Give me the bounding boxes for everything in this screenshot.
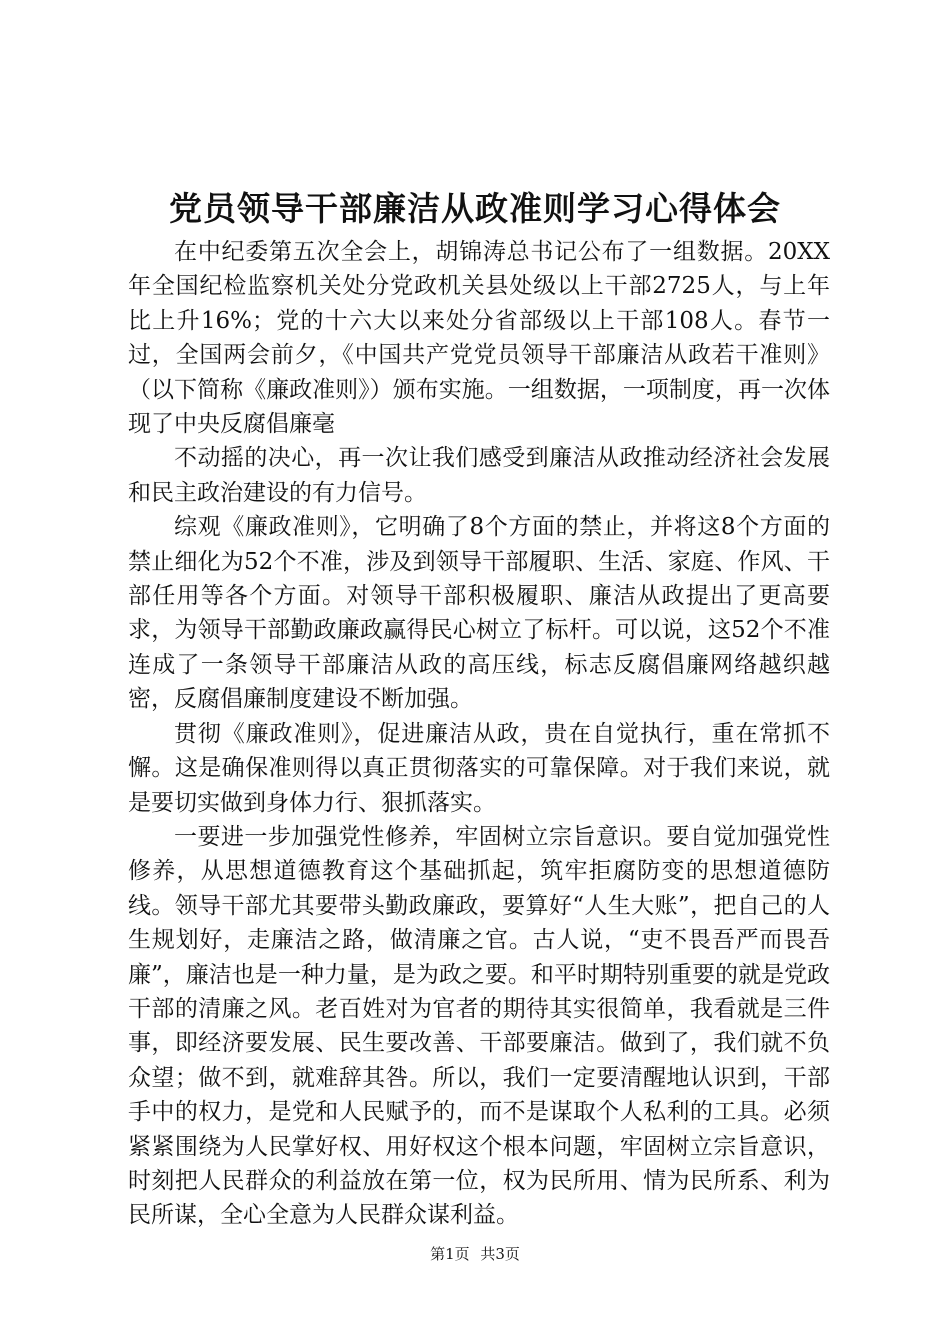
page-footer xyxy=(0,1244,950,1264)
page-number-total: 共3页 xyxy=(480,1245,520,1263)
document-title: 党员领导干部廉洁从政准则学习心得体会 xyxy=(169,189,781,228)
paragraph: 综观《廉政准则》，它明确了8个方面的禁止，并将这8个方面的禁止细化为52个不准，涉及到领导干部履职、生活、家庭、作风、干部任用等各个方面。对领导干部积极履职、廉洁从政提出了更高要求，为领导干部勤政廉政赢得民心树立了标杆。可以说，这52个不准连成了一条领导干部廉洁从政的高压线，标志反腐倡廉网络越织越密，反腐倡廉制度建设不断加强。 xyxy=(128,514,830,713)
paragraph: 一要进一步加强党性修养，牢固树立宗旨意识。要自觉加强党性修养，从思想道德教育这个基础抓起，筑牢拒腐防变的思想道德防线。领导干部尤其要带头勤政廉政，要算好“人生大账”，把自己的人生规划好，走廉洁之路，做清廉之官。古人说，“吏不畏吾严而畏吾廉”，廉洁也是一种力量，是为政之要。和平时期特别重要的就是党政干部的清廉之风。老百姓对为官者的期待其实很简单，我看就是三件事，即经济要发展、民生要改善、干部要廉洁。做到了，我们就不负众望；做不到，就难辞其咎。所以，我们一定要清醒地认识到，干部手中的权力，是党和人民赋予的，而不是谋取个人私利的工具。必须紧紧围绕为人民掌好权、用好权这个根本问题，牢固树立宗旨意识，时刻把人民群众的利益放在第一位，权为民所用、情为民所系、利为民所谋，全心全意为人民群众谋利益。 xyxy=(128,823,830,1229)
paragraph: 贯彻《廉政准则》，促进廉洁从政，贵在自觉执行，重在常抓不懈。这是确保准则得以真正贯彻落实的可靠保障。对于我们来说，就是要切实做到身体力行、狠抓落实。 xyxy=(128,720,830,816)
document-body xyxy=(128,235,830,1233)
paragraph: 不动摇的决心，再一次让我们感受到廉洁从政推动经济社会发展和民主政治建设的有力信号。 xyxy=(128,445,830,506)
page-number-current: 第1页 xyxy=(430,1245,470,1263)
paragraph: 在中纪委第五次全会上，胡锦涛总书记公布了一组数据。20XX年全国纪检监察机关处分党政机关县处级以上干部2725人，与上年比上升16%；党的十六大以来处分省部级以上干部108人。春节一过，全国两会前夕，《中国共产党党员领导干部廉洁从政若干准则》（以下简称《廉政准则》）颁布实施。一组数据，一项制度，再一次体现了中央反腐倡廉毫 xyxy=(128,239,830,438)
